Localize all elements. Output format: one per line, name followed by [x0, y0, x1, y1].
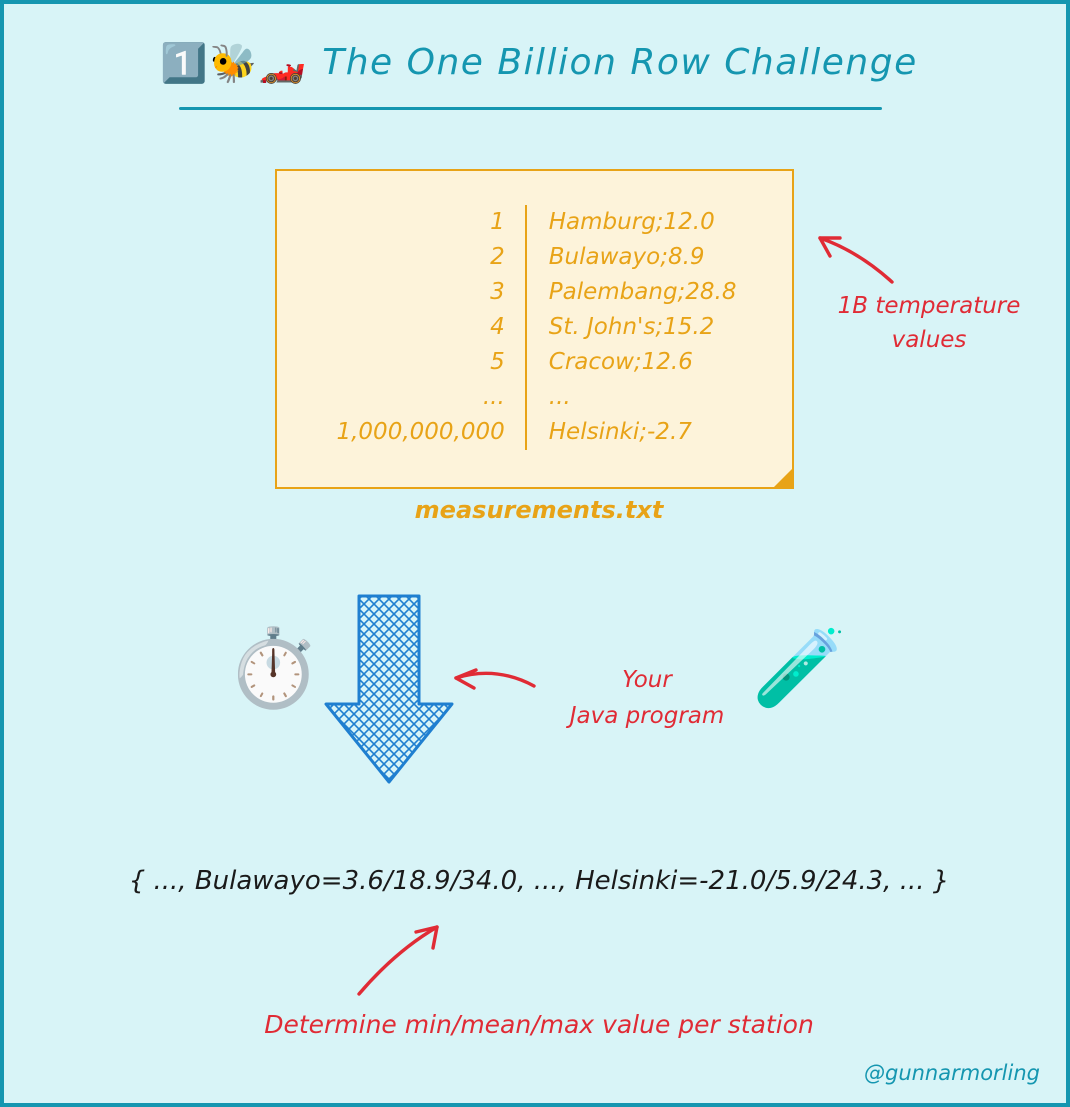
- author-handle: @gunnarmorling: [863, 1061, 1040, 1085]
- file-rows-table: [277, 205, 796, 450]
- file-name-label: measurements.txt: [414, 496, 664, 524]
- down-arrow-icon: [326, 596, 452, 782]
- page-title: The One Billion Row Challenge: [322, 42, 918, 83]
- annotation-java-program-line1: Your: [622, 667, 672, 693]
- row-value: St. John's;15.2: [548, 314, 715, 340]
- annotation-caption: Determine min/mean/max value per station: [264, 1010, 814, 1039]
- arrow-to-file-card: [820, 238, 892, 282]
- measurements-file-card: [275, 169, 794, 489]
- title-underline: [179, 107, 882, 110]
- row-value: Palembang;28.8: [548, 279, 737, 305]
- row-index: 5: [490, 349, 505, 375]
- row-value: ...: [548, 384, 571, 410]
- row-index: ...: [482, 384, 505, 410]
- row-value: Cracow;12.6: [548, 349, 693, 375]
- row-value: Hamburg;12.0: [548, 209, 715, 235]
- row-index: 2: [490, 244, 505, 270]
- annotation-java-program: [512, 662, 782, 734]
- row-value: Helsinki;-2.7: [548, 419, 692, 445]
- annotation-java-program-line2: Java program: [569, 703, 725, 729]
- row-index: 3: [490, 279, 505, 305]
- result-output-text: { ..., Bulawayo=3.6/18.9/34.0, ..., Helsinki=-21.0/5.9/24.3, ... }: [128, 866, 950, 896]
- row-index: 1,000,000,000: [336, 419, 505, 445]
- test-tube-icon: 🧪: [752, 623, 847, 712]
- annotation-billion-values-line1: 1B temperature: [837, 293, 1021, 319]
- row-index-column: [336, 205, 526, 450]
- stopwatch-icon: ⏱️: [226, 623, 321, 712]
- row-index: 1: [490, 209, 505, 235]
- arrow-to-result: [359, 927, 437, 994]
- row-value-column: [527, 205, 737, 450]
- title-row: [4, 42, 1070, 83]
- row-value: Bulawayo;8.9: [548, 244, 705, 270]
- row-index: 4: [490, 314, 505, 340]
- annotation-billion-values-line2: values: [891, 327, 967, 353]
- title-emoji: 1️⃣🐝🏎️: [160, 40, 309, 85]
- dog-ear-corner: [772, 467, 794, 489]
- annotation-billion-values: [804, 289, 1054, 357]
